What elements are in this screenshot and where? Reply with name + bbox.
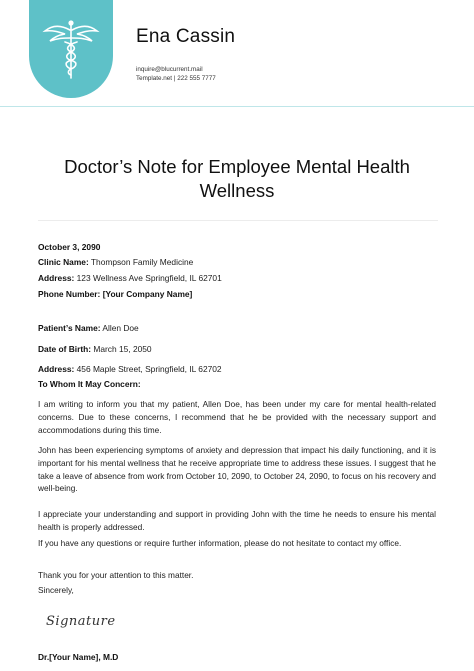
closing: Sincerely, xyxy=(38,585,74,595)
document-title: Doctor’s Note for Employee Mental Health Wellness xyxy=(64,156,410,201)
body-paragraph: John has been experiencing symptoms of anxiety and depression that impact his daily functioning, and it is important for his mental wellness that he receive appropriate time to address these issues. I suggest that he take a leave of absence from work from October 10, 2090, to October 24, 2090, to focus on his recovery and well-being. xyxy=(38,445,437,494)
patient-dob-row: Date of Birth: March 15, 2050 xyxy=(38,344,152,354)
clinic-address-row: Address: 123 Wellness Ave Springfield, IL 62701 xyxy=(38,273,222,283)
patient-name-row: Patient’s Name: Allen Doe xyxy=(38,323,139,333)
logo-badge xyxy=(29,0,113,98)
letterhead xyxy=(0,0,474,106)
letter-date: October 3, 2090 xyxy=(38,242,101,252)
body-paragraph: If you have any questions or require further information, please do not hesitate to contact my office. xyxy=(38,538,402,548)
body-paragraph: I appreciate your understanding and support in providing John with the time he needs to ensure his mental health is properly addressed. xyxy=(38,509,436,532)
signature: Signature xyxy=(46,614,116,629)
signatory-name: Dr.[Your Name], M.D xyxy=(38,652,119,662)
patient-address-row: Address: 456 Maple Street, Springfield, IL 62702 xyxy=(38,364,222,374)
clinic-name-row: Clinic Name: Thompson Family Medicine xyxy=(38,257,194,267)
clinic-phone-row: Phone Number: [Your Company Name] xyxy=(38,289,193,299)
body-paragraph: Thank you for your attention to this matter. xyxy=(38,570,194,580)
salutation: To Whom It May Concern: xyxy=(38,379,141,389)
header-divider xyxy=(0,106,474,107)
body-paragraph: I am writing to inform you that my patient, Allen Doe, has been under my care for mental health-related concerns. Due to these concerns, I recommend that he be provided with the necessary support and accommodations during this time. xyxy=(38,399,436,435)
title-divider xyxy=(38,220,438,221)
contact-email[interactable]: inquire@blucurrent.mail xyxy=(136,66,203,73)
brand-name: Ena Cassin xyxy=(136,26,236,47)
contact-website-phone: Template.net | 222 555 7777 xyxy=(136,75,216,82)
caduceus-icon xyxy=(41,18,101,80)
